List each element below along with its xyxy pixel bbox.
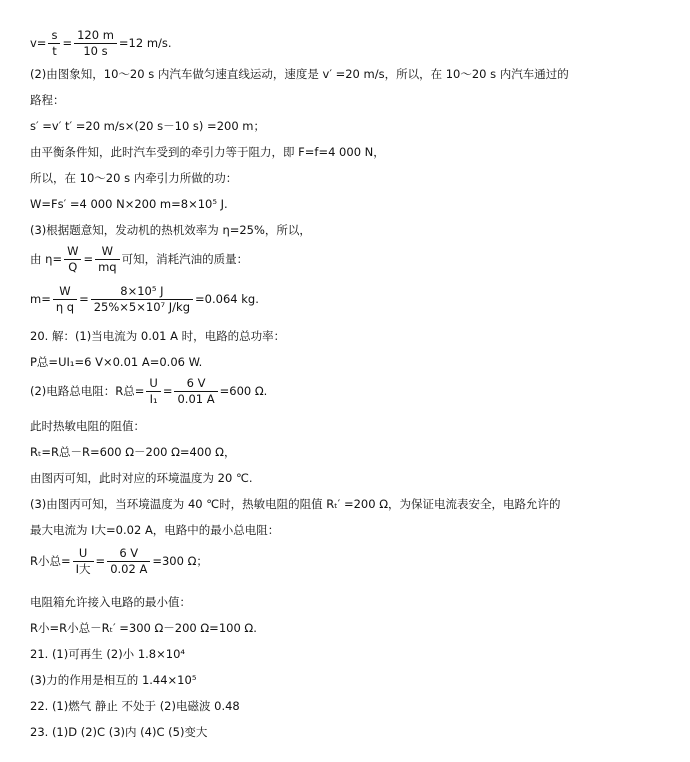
text-line: W=Fs′ =4 000 N×200 m=8×10⁵ J. [30, 197, 228, 211]
fraction [73, 546, 94, 577]
fraction [107, 546, 150, 577]
fraction [174, 376, 217, 407]
formula-equals: = [95, 554, 106, 568]
formula-prefix: R小总= [30, 554, 71, 568]
fraction-denominator: 0.02 A [110, 562, 148, 576]
text-line: (3)力的作用是相互的 1.44×10⁵ [30, 673, 197, 687]
formula-line-min-resistance [30, 546, 208, 577]
formula-line-total-resistance [30, 376, 267, 407]
fraction-numerator: 6 V [174, 376, 217, 392]
fraction-denominator: mq [98, 260, 117, 274]
fraction-numerator: 120 m [74, 28, 117, 44]
fraction [48, 28, 60, 59]
formula-equals: = [83, 252, 94, 266]
formula-suffix: =300 Ω； [152, 554, 208, 568]
formula-suffix: =0.064 kg. [195, 292, 259, 306]
fraction-denominator: I大 [75, 562, 91, 576]
text-line: Rₜ=R总－R=600 Ω－200 Ω=400 Ω， [30, 445, 236, 459]
text-line: (3)根据题意知，发动机的热机效率为 η=25%，所以， [30, 223, 311, 237]
fraction-numerator: W [53, 284, 77, 300]
fraction-numerator: 6 V [107, 546, 150, 562]
text-line: 所以，在 10～20 s 内牵引力所做的功： [30, 171, 238, 185]
text-line: 由平衡条件知，此时汽车受到的牵引力等于阻力，即 F=f=4 000 N， [30, 145, 385, 159]
fraction [64, 244, 81, 275]
fraction-denominator: 10 s [83, 44, 108, 58]
fraction-denominator: 25%×5×10⁷ J/kg [93, 300, 191, 314]
text-line: (2)由图象知，10～20 s 内汽车做匀速直线运动，速度是 v′ =20 m/s，所以，在 10～20 s 内汽车通过的 [30, 67, 569, 81]
formula-prefix: m= [30, 292, 51, 306]
text-line: 由图丙可知，此时对应的环境温度为 20 ℃. [30, 471, 253, 485]
formula-line-efficiency [30, 244, 248, 275]
formula-line-speed [30, 28, 172, 59]
fraction [74, 28, 117, 59]
text-line: 23. (1)D (2)C (3)内 (4)C (5)变大 [30, 725, 208, 739]
formula-equals: = [62, 36, 73, 50]
fraction-numerator: 8×10⁵ J [91, 284, 193, 300]
text-line: 21. (1)可再生 (2)小 1.8×10⁴ [30, 647, 186, 661]
text-line: P总=UI₁=6 V×0.01 A=0.06 W. [30, 355, 203, 369]
fraction-numerator: s [48, 28, 60, 44]
text-line: R小=R小总－Rₜ′ =300 Ω－200 Ω=100 Ω. [30, 621, 257, 635]
text-line: 电阻箱允许接入电路的最小值： [30, 595, 191, 609]
fraction-denominator: I₁ [149, 392, 158, 406]
fraction [95, 244, 120, 275]
fraction [146, 376, 160, 407]
text-line: s′ =v′ t′ =20 m/s×(20 s－10 s) =200 m； [30, 119, 266, 133]
formula-suffix: =12 m/s. [118, 36, 172, 50]
text-line: 此时热敏电阻的阻值： [30, 419, 145, 433]
formula-equals: = [162, 384, 173, 398]
fraction-numerator: W [95, 244, 120, 260]
formula-suffix: 可知，消耗汽油的质量： [121, 252, 249, 266]
formula-prefix: 由 η= [30, 252, 63, 266]
formula-line-mass [30, 284, 259, 315]
fraction [53, 284, 77, 315]
fraction [91, 284, 193, 315]
fraction-denominator: Q [68, 260, 78, 274]
formula-prefix: (2)电路总电阻：R总= [30, 384, 145, 398]
fraction-numerator: U [73, 546, 94, 562]
formula-prefix: v= [30, 36, 47, 50]
text-line: 20. 解：(1)当电流为 0.01 A 时，电路的总功率： [30, 329, 286, 343]
fraction-denominator: 0.01 A [177, 392, 215, 406]
text-line: (3)由图丙可知，当环境温度为 40 ℃时，热敏电阻的阻值 Rₜ′ =200 Ω，为保证电流表安全，电路允许的 [30, 497, 561, 511]
formula-equals: = [79, 292, 89, 306]
text-line: 路程： [30, 93, 65, 107]
fraction-numerator: W [64, 244, 81, 260]
text-line: 22. (1)燃气 静止 不处于 (2)电磁波 0.48 [30, 699, 240, 713]
fraction-denominator: η q [55, 300, 75, 314]
fraction-numerator: U [146, 376, 160, 392]
fraction-denominator: t [52, 44, 57, 58]
text-line: 最大电流为 I大=0.02 A，电路中的最小总电阻： [30, 523, 280, 537]
formula-suffix: =600 Ω. [219, 384, 268, 398]
